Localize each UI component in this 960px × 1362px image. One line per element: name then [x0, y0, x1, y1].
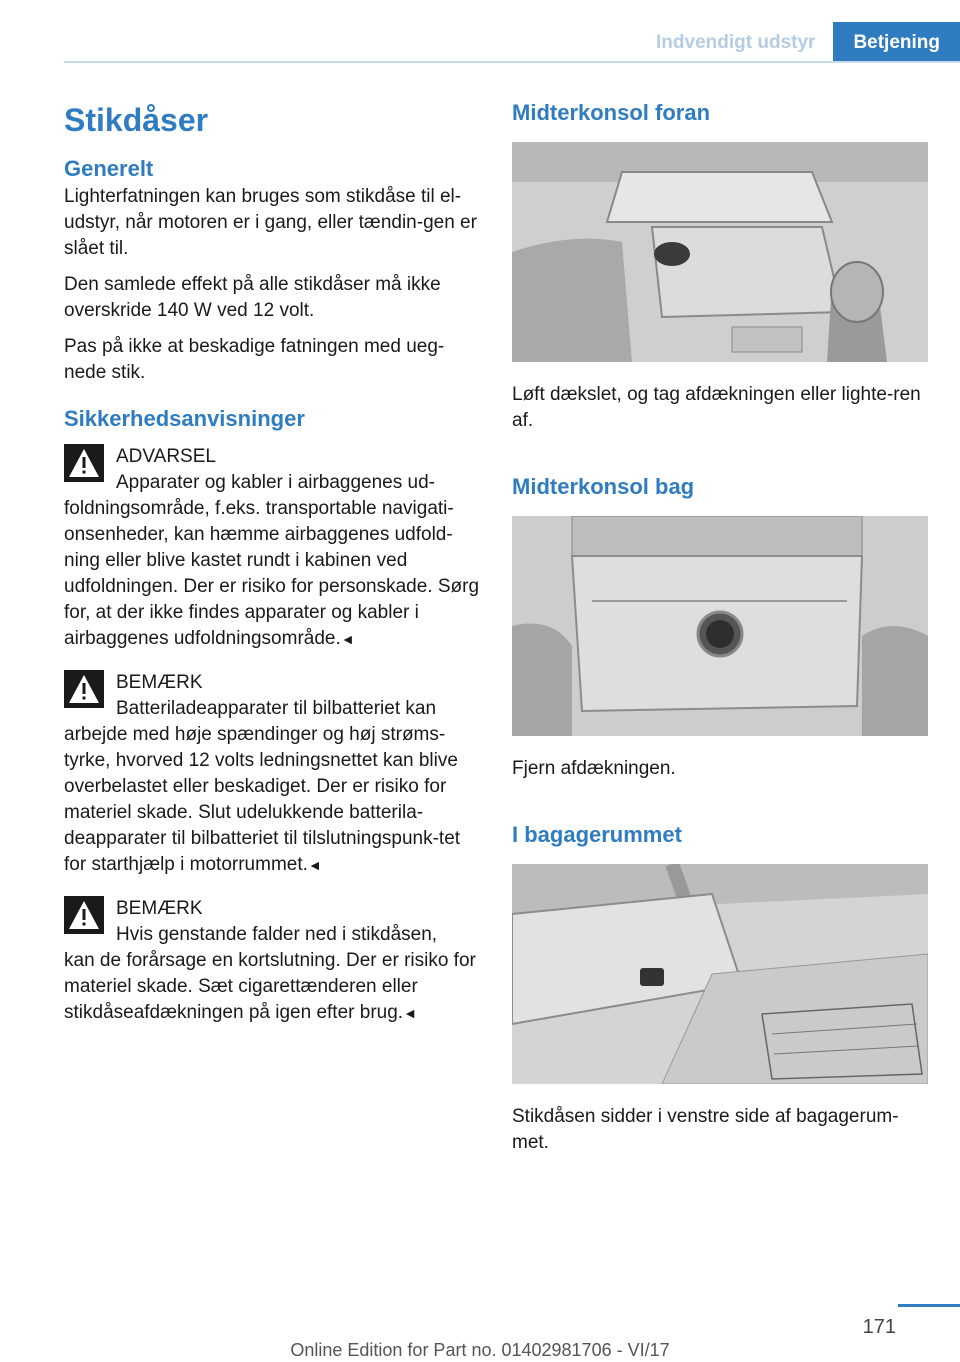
header-tabs [638, 22, 960, 62]
notice-lead: Batteriladeapparater til bilbatteriet kan [116, 698, 437, 719]
warning-triangle-icon [64, 444, 104, 482]
header-rule [64, 61, 960, 63]
caption-trunk: Stikdåsen sidder i venstre side af bagagerum-met. [512, 1106, 899, 1153]
notice-body: kan de forårsage en kortslutning. Der er risiko for materiel skade. Sæt cigarettænderen eller stikdåseafdækningen på igen efter brug. [64, 950, 476, 1023]
caution-notice [64, 670, 480, 878]
tab-interior-equipment[interactable]: Indvendigt udstyr [638, 22, 833, 62]
edition-note: Online Edition for Part no. 01402981706 - VI/17 [290, 1340, 670, 1360]
page-title: Stikdåser [64, 102, 209, 138]
end-mark: ◄ [403, 1005, 417, 1021]
section-heading-front-console: Midterkonsol foran [512, 100, 711, 125]
notice-body: arbejde med høje spændinger og høj strøms-tyrke, hvorved 12 volts ledningsnettet kan blive overbelastet eller beskadiget. Der er risiko for materiel skade. Slut udelukkende batterila-deapparater til bilbatteriet til tilslutningspunk-tet for starthjælp i motorrummet. [64, 724, 461, 875]
footer-rule [898, 1304, 960, 1307]
end-mark: ◄ [307, 857, 322, 873]
caption-rear-console: Fjern afdækningen. [512, 758, 676, 779]
warning-triangle-icon [64, 670, 104, 708]
notice-title: ADVARSEL [116, 446, 216, 467]
warning-notice [64, 444, 480, 652]
photo-trunk [512, 864, 928, 1084]
notice-title: BEMÆRK [116, 898, 203, 919]
notice-title: BEMÆRK [116, 672, 203, 693]
general-paragraph: Den samlede effekt på alle stikdåser må ikke overskride 140 W ved 12 volt. [64, 274, 441, 321]
section-heading-rear-console: Midterkonsol bag [512, 474, 695, 499]
caption-front-console: Løft dækslet, og tag afdækningen eller lighte-ren af. [512, 384, 921, 431]
general-paragraph: Pas på ikke at beskadige fatningen med ueg-nede stik. [64, 336, 445, 383]
left-column [64, 98, 480, 1044]
tab-operation[interactable]: Betjening [833, 22, 960, 62]
general-heading: Generelt [64, 156, 154, 181]
end-mark: ◄ [340, 631, 355, 647]
photo-front-console [512, 142, 928, 362]
notice-body: foldningsområde, f.eks. transportable navigati-onsenheder, kan hæmme airbaggenes udfold-ning eller blive kastet rundt i kabinen ved udfoldningen. Der er risiko for personskade. Sørg for, at der ikke findes apparater og kabler i airbaggenes udfoldningsområde. [64, 498, 480, 649]
page-number: 171 [862, 1316, 896, 1338]
general-paragraph: Lighterfatningen kan bruges som stikdåse til el-udstyr, når motoren er i gang, eller tændin-gen er slået til. [64, 186, 477, 259]
notice-lead: Apparater og kabler i airbaggenes ud- [116, 472, 435, 493]
right-column [512, 98, 928, 1156]
warning-triangle-icon [64, 896, 104, 934]
section-heading-trunk: I bagagerummet [512, 822, 682, 847]
notice-lead: Hvis genstande falder ned i stikdåsen, [116, 924, 438, 945]
caution-notice [64, 896, 480, 1026]
safety-heading: Sikkerhedsanvisninger [64, 406, 305, 431]
photo-rear-console [512, 516, 928, 736]
